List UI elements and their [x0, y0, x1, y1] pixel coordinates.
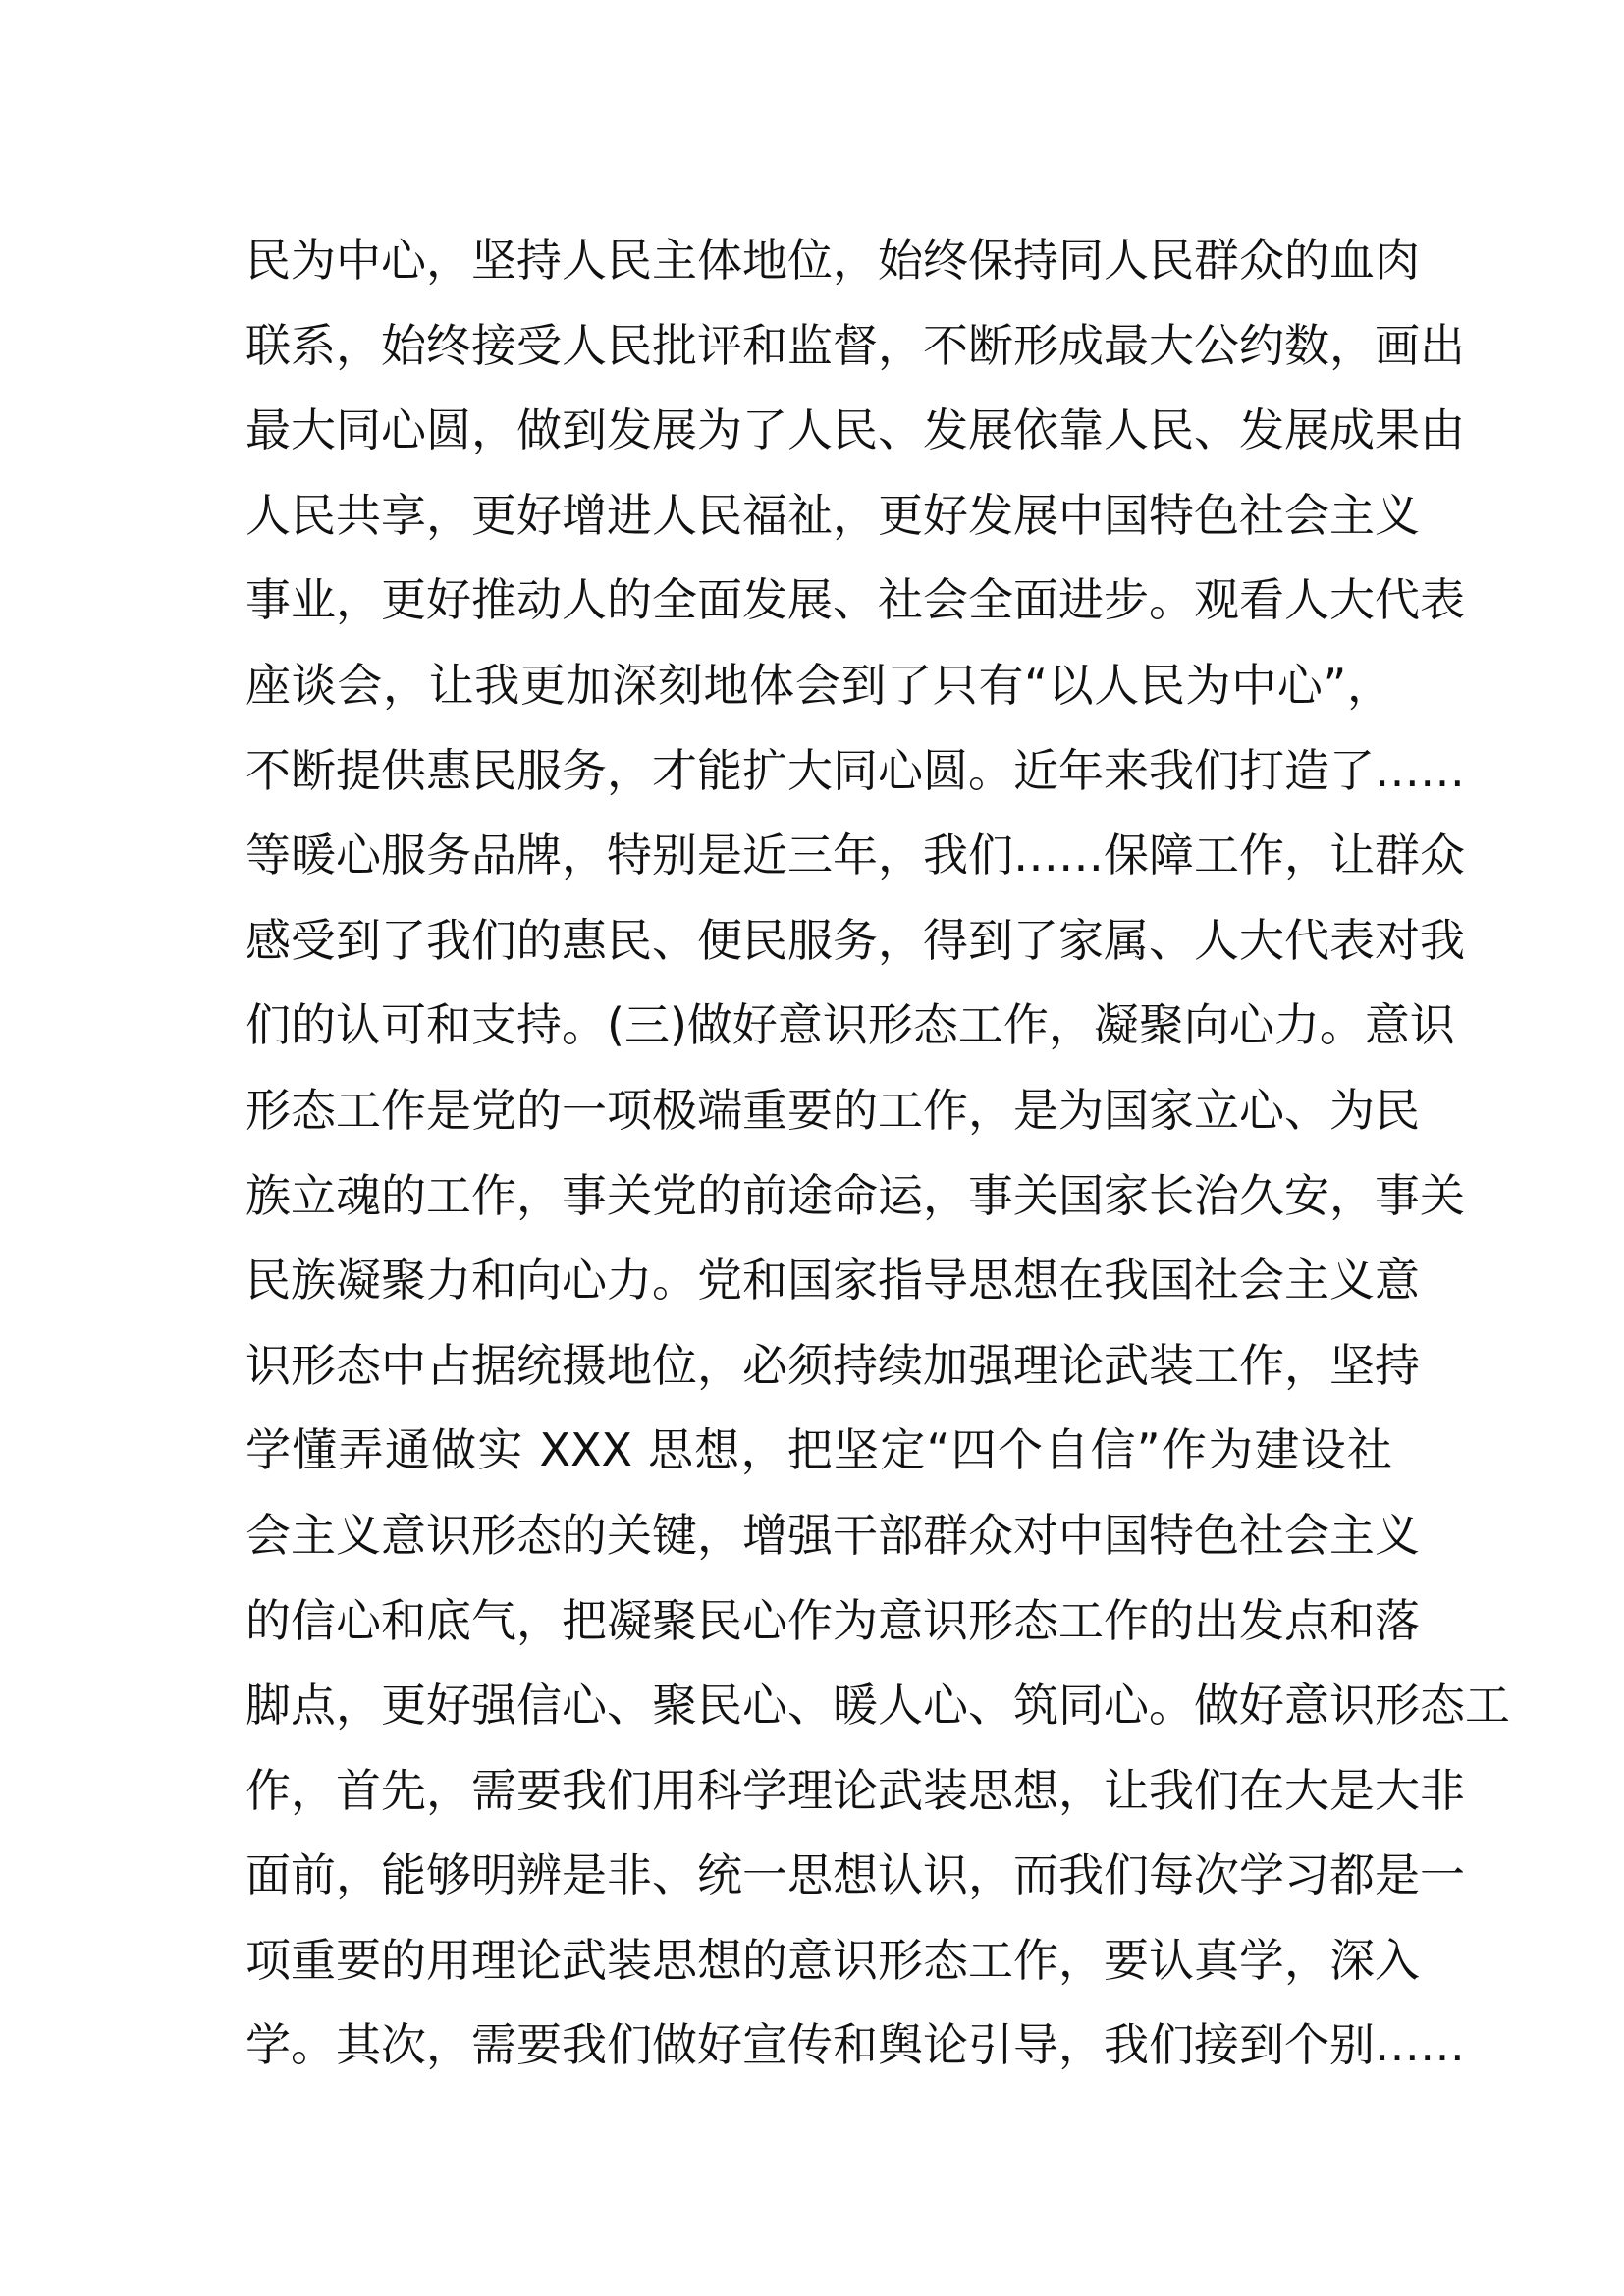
text-line: 联系，始终接受人民批评和监督，不断形成最大公约数，画出 [245, 318, 1465, 372]
text-line: 感受到了我们的惠民、便民服务，得到了家属、人大代表对我 [245, 913, 1465, 967]
text-line: 识形态中占据统摄地位，必须持续加强理论武装工作，坚持 [245, 1338, 1420, 1392]
text-line: 等暖心服务品牌，特别是近三年，我们……保障工作，让群众 [245, 828, 1465, 882]
text-line: 学。其次，需要我们做好宣传和舆论引导，我们接到个别…… [245, 2018, 1465, 2072]
text-line: 不断提供惠民服务，才能扩大同心圆。近年来我们打造了…… [245, 743, 1465, 797]
text-line: 民为中心，坚持人民主体地位，始终保持同人民群众的血肉 [245, 234, 1420, 287]
text-line: 学懂弄通做实 XXX 思想，把坚定“四个自信”作为建设社 [245, 1423, 1392, 1477]
text-line: 族立魂的工作，事关党的前途命运，事关国家长治久安，事关 [245, 1168, 1465, 1222]
text-line: 的信心和底气，把凝聚民心作为意识形态工作的出发点和落 [245, 1593, 1420, 1647]
text-line: 脚点，更好强信心、聚民心、暖人心、筑同心。做好意识形态工 [245, 1679, 1510, 1733]
text-line: 会主义意识形态的关键，增强干部群众对中国特色社会主义 [245, 1508, 1420, 1562]
text-line: 面前，能够明辨是非、统一思想认识，而我们每次学习都是一 [245, 1848, 1465, 1902]
text-line: 座谈会，让我更加深刻地体会到了只有“以人民为中心”， [245, 658, 1392, 712]
text-line: 形态工作是党的一项极端重要的工作，是为国家立心、为民 [245, 1083, 1420, 1137]
text-line: 事业，更好推动人的全面发展、社会全面进步。观看人大代表 [245, 573, 1465, 627]
text-line: 们的认可和支持。(三)做好意识形态工作，凝聚向心力。意识 [245, 998, 1455, 1052]
text-line: 人民共享，更好增进人民福祉，更好发展中国特色社会主义 [245, 488, 1420, 542]
text-line: 最大同心圆，做到发展为了人民、发展依靠人民、发展成果由 [245, 403, 1465, 457]
body-paragraph [245, 218, 1510, 2088]
text-line: 项重要的用理论武装思想的意识形态工作，要认真学，深入 [245, 1933, 1420, 1987]
text-line: 作，首先，需要我们用科学理论武装思想，让我们在大是大非 [245, 1763, 1465, 1817]
text-line: 民族凝聚力和向心力。党和国家指导思想在我国社会主义意 [245, 1254, 1420, 1308]
